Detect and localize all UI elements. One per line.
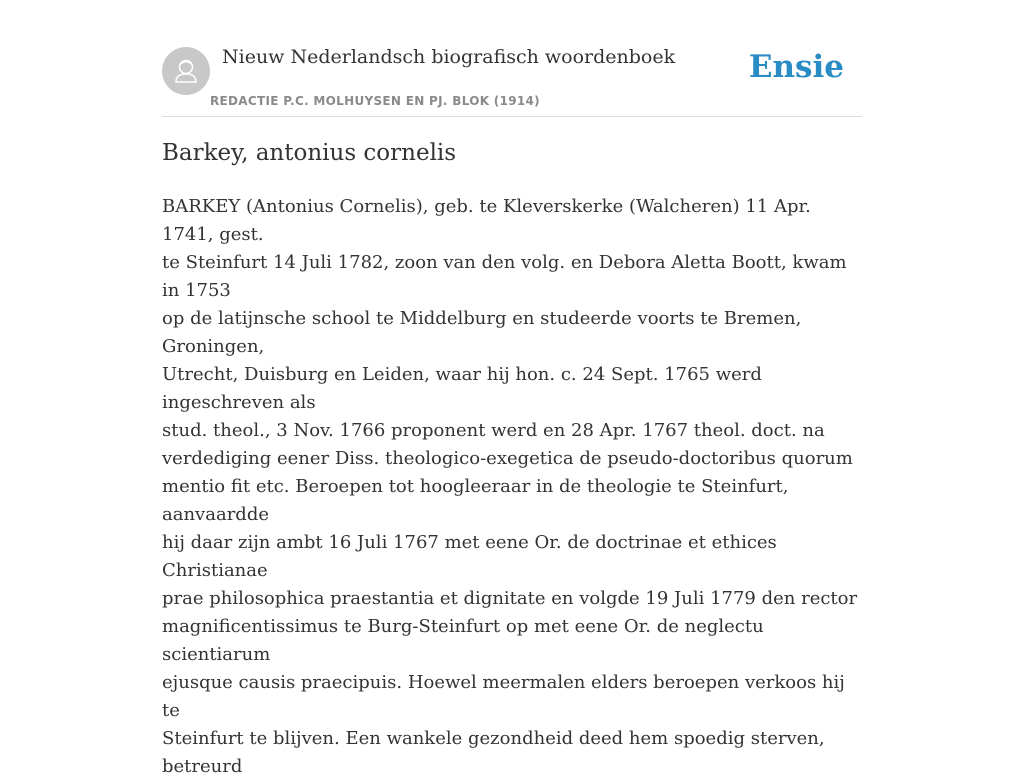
brand-logo[interactable]: Ensie — [748, 49, 844, 85]
source-title[interactable]: Nieuw Nederlandsch biografisch woordenboek — [222, 46, 676, 68]
entry-body: BARKEY (Antonius Cornelis), geb. te Kleverskerke (Walcheren) 11 Apr. 1741, gest. te Steinfurt 14 Juli 1782, zoon van den volg. en Debora Aletta Boott, kwam in 1753 op de latijnsche school te Middelburg en studeerde voorts te Bremen, Groningen, Utrecht, Duisburg en Leiden, waar hij hon. c. 24 Sept. 1765 werd ingeschreven als stud. theol., 3 Nov. 1766 proponent werd en 28 Apr. 1767 theol. doct. na verdediging eener Diss. theologico-exegetica de pseudo-doctoribus quorum mentio fit etc. Beroepen tot hoogleeraar in de theologie te Steinfurt, aanvaardde hij daar zijn ambt 16 Juli 1767 met eene Or. de doctrinae et ethices Christianae prae philosophica praestantia et dignitate en volgde 19 Juli 1779 den rector magnificentissimus te Burg-Steinfurt op met eene Or. de neglectu scientiarum ejusque causis praecipuis. Hoewel meermalen elders beroepen verkoos hij te Steinfurt te blijven. Een wankele gezondheid deed hem spoedig sterven, betreurd — [162, 196, 858, 777]
source-header — [162, 40, 862, 117]
entry-title: Barkey, antonius cornelis — [162, 140, 457, 166]
user-icon — [162, 47, 210, 95]
avatar[interactable] — [162, 47, 210, 95]
source-subtitle: REDACTIE P.C. MOLHUYSEN EN PJ. BLOK (1914) — [210, 94, 540, 108]
